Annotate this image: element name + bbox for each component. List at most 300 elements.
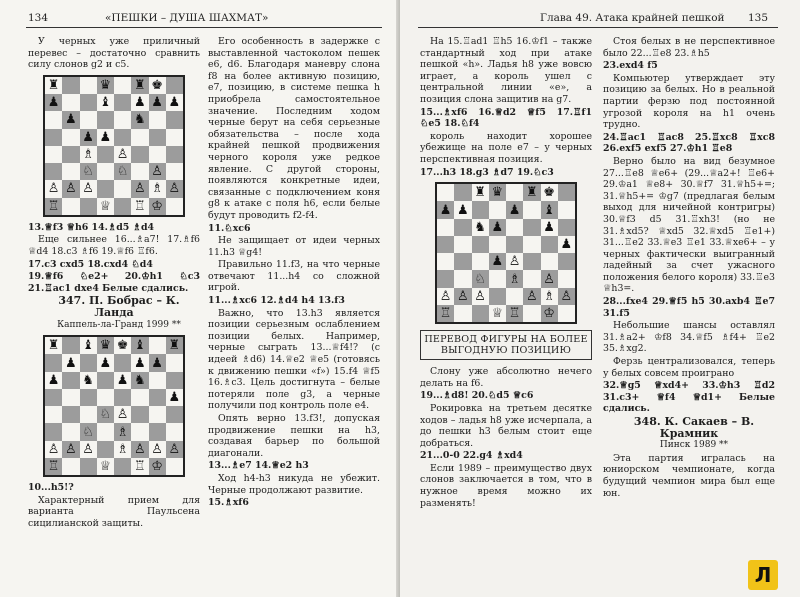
col1-moves [28, 222, 200, 295]
col3-after [420, 366, 592, 509]
chess-piece: ♟ [491, 219, 504, 235]
board-square [149, 354, 166, 371]
chess-piece: ♖ [47, 459, 60, 474]
chess-piece: ♟ [151, 355, 163, 371]
chess-piece: ♙ [65, 181, 77, 197]
board-square [62, 354, 79, 371]
board-square [149, 94, 166, 111]
board-square [97, 406, 114, 423]
game-source: Каппель-ла-Гранд 1999 ** [57, 319, 181, 330]
board-square [506, 184, 523, 201]
board-square [149, 423, 166, 440]
board-square [558, 219, 575, 236]
board-square [437, 236, 454, 253]
board-square [114, 372, 131, 389]
board-square [541, 184, 558, 201]
chess-piece: ♚ [116, 338, 129, 354]
board-square [97, 77, 114, 94]
chess-piece: ♕ [491, 306, 504, 321]
chess-piece: ♟ [134, 355, 146, 371]
board-square [558, 184, 575, 201]
board-square [472, 184, 489, 201]
chess-piece: ♙ [168, 181, 181, 197]
board-square [97, 129, 114, 146]
board-square [489, 253, 506, 270]
board-square [541, 219, 558, 236]
chess-piece: ♜ [134, 77, 146, 93]
commentary-paragraph: Эта партия игралась на юниорском чемпионате, когда будущий чемпион мира был еще юн. [603, 452, 775, 499]
board-square [523, 184, 540, 201]
move-line: 15.♗xf6 [208, 497, 249, 509]
chess-piece: ♘ [82, 424, 94, 440]
board-square [131, 111, 148, 128]
chess-piece: ♗ [543, 288, 555, 304]
board-square [437, 270, 454, 287]
board-square [437, 219, 454, 236]
board-square [149, 111, 166, 128]
column-1 [28, 36, 200, 531]
chess-piece: ♙ [47, 441, 60, 457]
board-square [45, 180, 62, 197]
game-source: Пинск 1989 ** [659, 440, 729, 451]
board-square [62, 458, 79, 475]
page-number: 135 [748, 12, 769, 24]
move-line: 23.exd4 f5 [603, 60, 658, 72]
running-head: «ПЕШКИ – ДУША ШАХМАТ» [105, 12, 269, 24]
board-square [45, 406, 62, 423]
board-square [489, 201, 506, 218]
chess-piece: ♖ [134, 198, 146, 214]
board-square [114, 129, 131, 146]
board-square [80, 406, 97, 423]
col1-after [28, 482, 200, 529]
board-square [454, 184, 471, 201]
chess-piece: ♗ [116, 441, 129, 457]
commentary-paragraph: Компьютер утверждает эту позицию за белых. Но в реальной партии ферзю под постоянной угрозой короля на h1 очень трудно. [603, 72, 775, 131]
board-square [149, 146, 166, 163]
chess-piece: ♚ [151, 77, 163, 93]
board-square [114, 354, 131, 371]
board-square [80, 198, 97, 215]
board-square [166, 441, 183, 458]
board-square [114, 111, 131, 128]
board-square [62, 423, 79, 440]
board-square [131, 163, 148, 180]
chess-piece: ♜ [526, 185, 538, 201]
board-square [131, 146, 148, 163]
chess-piece: ♖ [439, 306, 452, 321]
chess-piece: ♟ [99, 129, 112, 145]
board-square [80, 129, 97, 146]
board-square [80, 77, 97, 94]
board-square [45, 163, 62, 180]
commentary-paragraph: Опять верно 13.f3!, допуская продвижение пешки на h3, создавая барьер по большой диагонали. [208, 413, 380, 459]
board-square [80, 94, 97, 111]
chess-diagram [43, 75, 185, 217]
board-square [166, 423, 183, 440]
board-square [166, 198, 183, 215]
board-square [45, 77, 62, 94]
move-line: 11.♘xc6 [208, 222, 251, 234]
commentary-paragraph: Стоя белых в не перспективное было 22...♖e8 23.♗h5 [603, 36, 775, 59]
board-square [506, 288, 523, 305]
chess-piece: ♙ [474, 288, 486, 304]
commentary-paragraph: Рокировка на третьем десятке ходов – ладья h8 уже исчерпала, а до пешки h3 белым стоит еще добраться. [420, 402, 592, 449]
board-square [437, 305, 454, 322]
chess-piece: ♛ [491, 185, 504, 201]
header-rule [418, 27, 778, 28]
section-box: ПЕРЕВОД ФИГУРЫ НА БОЛЕЕ ВЫГОДНУЮ ПОЗИЦИЮ [420, 330, 592, 360]
board-square [131, 337, 148, 354]
board-square [506, 236, 523, 253]
commentary-paragraph: Характерный прием для варианта Паульсена сицилианской защиты. [28, 494, 200, 529]
chess-piece: ♙ [116, 146, 129, 162]
chess-piece: ♚ [543, 185, 555, 201]
chess-piece: ♙ [134, 441, 146, 457]
board-square [472, 305, 489, 322]
board-square [45, 354, 62, 371]
col3-text [420, 36, 592, 178]
commentary-paragraph: Его особенность в задержке с выставленной частоколом пешек e6, d6. Благодаря маневру слона f8 на более активную позицию, e7, позицию, в системе пешка h приобрела самостоятельное значение. Последним ходом черные берут на себя серьезные обязательства – после хода крайней пешкой продвижения черного короля уже редкое явление. С другой стороны, появляются конкретные идеи, связанные с подключением коня g8 к атаке с поля h6, если белые будут проводить f2-f4. [208, 36, 380, 221]
page-number: 134 [28, 12, 49, 24]
chess-piece: ♙ [47, 181, 60, 197]
board-square [114, 423, 131, 440]
col4-after [603, 453, 775, 499]
board-square [489, 219, 506, 236]
board-square [558, 236, 575, 253]
board-square [45, 146, 62, 163]
chess-piece: ♖ [508, 306, 521, 321]
board-square [472, 253, 489, 270]
board-square [149, 372, 166, 389]
board-square [114, 94, 131, 111]
board-square [541, 288, 558, 305]
board-square [45, 423, 62, 440]
board-square [454, 201, 471, 218]
board-square [489, 305, 506, 322]
chess-piece: ♕ [99, 459, 112, 474]
board-square [523, 305, 540, 322]
chess-piece: ♟ [134, 95, 146, 111]
move-line: 15...♗xf6 16.♕d2 ♕f5 17.♖f1 ♘e5 18.♘f4 [420, 106, 592, 130]
board-square [437, 184, 454, 201]
board-square [149, 77, 166, 94]
board-square [114, 77, 131, 94]
board-square [506, 270, 523, 287]
board-square [80, 337, 97, 354]
board-square [114, 406, 131, 423]
board-square [45, 458, 62, 475]
board-square [80, 458, 97, 475]
chess-piece: ♔ [151, 198, 163, 214]
board-square [80, 354, 97, 371]
board-square [97, 441, 114, 458]
publisher-logo: Л [748, 560, 778, 590]
header-rule [26, 27, 382, 28]
board-square [523, 236, 540, 253]
board-square [114, 389, 131, 406]
board-square [506, 305, 523, 322]
board-square [97, 337, 114, 354]
board-square [472, 219, 489, 236]
board-square [454, 219, 471, 236]
board-square [166, 77, 183, 94]
board-square [166, 458, 183, 475]
board-square [131, 94, 148, 111]
chess-piece: ♜ [168, 338, 181, 354]
chess-diagram [435, 182, 577, 324]
board-square [166, 354, 183, 371]
board-square [45, 129, 62, 146]
board-square [506, 201, 523, 218]
board-square [97, 198, 114, 215]
board-square [149, 389, 166, 406]
board-square [454, 305, 471, 322]
board-square [62, 372, 79, 389]
chess-piece: ♟ [65, 112, 77, 128]
board-square [472, 201, 489, 218]
board-square [62, 146, 79, 163]
board-square [131, 423, 148, 440]
move-line: 24.♖ac1 ♖ac8 25.♖xc8 ♖xc8 26.exf5 exf5 27.♔h1 ♖e8 [603, 131, 775, 155]
board-square [131, 198, 148, 215]
board-square [80, 441, 97, 458]
board-square [45, 337, 62, 354]
running-head: Глава 49. Атака крайней пешкой [540, 12, 725, 24]
board-square [62, 180, 79, 197]
board-square [62, 129, 79, 146]
move-line: 17.c3 cxd5 18.cxd4 ♘d4 [28, 258, 153, 270]
chess-piece: ♖ [134, 459, 146, 474]
move-line: 19.♕f6 ♘e2+ 20.♔h1 ♘c3 21.♖ac1 dxe4 Белые сдались. [28, 271, 200, 294]
commentary-paragraph: Правильно 11.f3, на что черные отвечают 11...h4 со сложной игрой. [208, 259, 380, 294]
board-square [506, 253, 523, 270]
board-square [166, 337, 183, 354]
chess-piece: ♘ [474, 271, 486, 287]
board-square [149, 180, 166, 197]
commentary-paragraph: Важно, что 13.h3 является позиции серьезным ослаблением позиции белых. Например, черные сыграть 13...♕f4!? (с идеей ♗d6) 14.♕e2 ♕e5 (готовясь к движению пешки «f») 15.f4 ♕f5 16.♗c3. Цель достигнута – белые потеряли поле g3, а черные получили под контроль поле e4. [208, 307, 380, 412]
board-square [472, 288, 489, 305]
chess-piece: ♟ [151, 95, 163, 111]
commentary-paragraph: Верно было на вид безумное 27...♖e8 ♕e6+ (29...♕a2+! ♖e6+ 29.♔a1 ♕e8+ 30.♕f7 31.♕h5+=; 31.♕h5+= ♔g7 (предлагая белым выход для ничейной контригры) 30.♕f3 d5 31.♖xh3! (но не 31.♗xd5? ♕xd5 32.♕xd5 ♖e1+) 31...♖e2 33.♕e3 ♖e1 33.♕xe6+ – у черных фактически выигранный ладейный за счет ужасного положения белого короля) 33.♖e3 ♕h3=. [603, 155, 775, 295]
board-square [454, 270, 471, 287]
chess-piece: ♘ [99, 407, 112, 423]
chess-piece: ♗ [82, 146, 94, 162]
chess-piece: ♙ [151, 164, 163, 180]
board-square [131, 129, 148, 146]
board-square [80, 372, 97, 389]
commentary-paragraph: Не защищает от идеи черных 11.h3 ♕g4! [208, 235, 380, 258]
move-line: 11...♗xc6 12.♗d4 h4 13.f3 [208, 295, 345, 307]
board-square [131, 180, 148, 197]
column-3 [420, 36, 592, 510]
board-square [489, 270, 506, 287]
chess-piece: ♙ [82, 441, 94, 457]
board-square [80, 389, 97, 406]
board-square [166, 111, 183, 128]
move-line: 17...h3 18.g3 ♗d7 19.♘c3 [420, 166, 554, 178]
board-square [523, 201, 540, 218]
commentary-paragraph: Еще сильнее 16...♗a7! 17.♗f6 ♕d4 18.c3 ♗f6 19.♕f6 ♖f6. [28, 234, 200, 257]
move-line: 19...♗d8! 20.♘d5 ♕c6 [420, 390, 534, 402]
chess-piece: ♝ [99, 95, 112, 111]
commentary-paragraph: Ферзь централизовался, теперь у белых совсем проиграно [603, 356, 775, 379]
board-square [437, 201, 454, 218]
board-square [97, 372, 114, 389]
board-square [97, 180, 114, 197]
board-square [97, 458, 114, 475]
board-square [80, 180, 97, 197]
board-square [166, 146, 183, 163]
board-square [558, 270, 575, 287]
board-square [523, 288, 540, 305]
board-square [114, 337, 131, 354]
board-square [114, 441, 131, 458]
game-title: 347. П. Бобрас – К. Ланда [58, 294, 180, 319]
board-square [62, 337, 79, 354]
board-square [62, 389, 79, 406]
board-square [80, 146, 97, 163]
board-square [131, 354, 148, 371]
board-square [62, 441, 79, 458]
chess-piece: ♙ [168, 441, 181, 457]
board-square [62, 111, 79, 128]
board-square [523, 253, 540, 270]
chess-piece: ♙ [151, 441, 163, 457]
chess-piece: ♟ [47, 95, 60, 111]
chess-piece: ♙ [134, 181, 146, 197]
board-square [166, 180, 183, 197]
board-square [541, 201, 558, 218]
chess-piece: ♟ [82, 129, 94, 145]
chess-piece: ♗ [508, 271, 521, 287]
chess-piece: ♝ [134, 338, 146, 354]
board-square [149, 129, 166, 146]
board-square [541, 253, 558, 270]
board-square [454, 288, 471, 305]
board-square [166, 406, 183, 423]
board-square [80, 111, 97, 128]
board-square [149, 337, 166, 354]
board-square [558, 305, 575, 322]
chess-piece: ♟ [560, 237, 573, 252]
chess-piece: ♟ [439, 202, 452, 218]
board-square [97, 94, 114, 111]
chess-piece: ♙ [457, 288, 469, 304]
board-square [45, 389, 62, 406]
chess-piece: ♞ [474, 219, 486, 235]
column-4 [603, 36, 775, 500]
board-square [97, 111, 114, 128]
chess-piece: ♟ [168, 95, 181, 111]
left-page [0, 0, 398, 597]
board-square [166, 94, 183, 111]
board-square [131, 441, 148, 458]
chess-piece: ♜ [474, 185, 486, 201]
board-square [149, 406, 166, 423]
board-square [489, 184, 506, 201]
board-square [80, 163, 97, 180]
board-square [166, 372, 183, 389]
board-square [489, 236, 506, 253]
chess-piece: ♙ [543, 271, 555, 287]
board-square [437, 253, 454, 270]
board-square [45, 198, 62, 215]
board-square [541, 305, 558, 322]
board-square [97, 146, 114, 163]
chess-piece: ♞ [134, 112, 146, 128]
board-square [45, 94, 62, 111]
board-square [131, 458, 148, 475]
commentary-paragraph: На 15.♖ad1 ♖h5 16.♔f1 – также стандартный ход при атаке пешкой «h». Ладья h8 уже вовсю играет, а король ушел с центральной линии «e», а позиция слона защитив на g7. [420, 36, 592, 105]
board-square [97, 389, 114, 406]
chess-piece: ♙ [116, 407, 129, 423]
board-square [114, 458, 131, 475]
board-square [62, 163, 79, 180]
board-square [489, 288, 506, 305]
right-page [400, 0, 800, 597]
board-square [472, 236, 489, 253]
commentary-paragraph: Слону уже абсолютно нечего делать на f6. [420, 366, 592, 389]
chess-piece: ♛ [99, 338, 112, 354]
board-square [45, 111, 62, 128]
commentary-paragraph: король находит хорошее убежище на поле e7 – у черных перспективная позиция. [420, 130, 592, 165]
chess-piece: ♞ [134, 372, 146, 388]
col1-intro [28, 36, 200, 71]
column-2 [208, 36, 380, 510]
chess-piece: ♙ [65, 441, 77, 457]
chess-piece: ♟ [491, 254, 504, 270]
chess-piece: ♞ [82, 372, 94, 388]
board-square [131, 406, 148, 423]
board-square [437, 288, 454, 305]
chess-piece: ♔ [543, 306, 555, 321]
chess-piece: ♟ [543, 219, 555, 235]
board-square [558, 253, 575, 270]
board-square [45, 441, 62, 458]
chess-piece: ♗ [151, 181, 163, 197]
chess-piece: ♟ [457, 202, 469, 218]
move-line: 28...fxe4 29.♕f5 h5 30.axb4 ♖e7 31.f5 [603, 296, 775, 319]
board-square [472, 270, 489, 287]
move-line: 13...♗e7 14.♕e2 h3 [208, 460, 309, 472]
board-square [131, 77, 148, 94]
chess-piece: ♙ [526, 288, 538, 304]
chess-piece: ♘ [116, 164, 129, 180]
chess-piece: ♟ [168, 390, 181, 405]
game-title: 348. К. Сакаев – В. Крамник [633, 415, 755, 440]
chess-piece: ♝ [82, 338, 94, 354]
chess-piece: ♟ [47, 372, 60, 388]
chess-piece: ♙ [560, 288, 573, 304]
chess-piece: ♜ [47, 77, 60, 93]
board-square [62, 406, 79, 423]
board-square [114, 180, 131, 197]
chess-piece: ♘ [82, 164, 94, 180]
board-square [558, 288, 575, 305]
board-square [97, 423, 114, 440]
commentary-paragraph: Ход h4-h3 никуда не убежит. Черные продолжают развитие. [208, 472, 380, 496]
board-square [166, 389, 183, 406]
board-square [506, 219, 523, 236]
move-line: 21...0-0 22.g4 ♗xd4 [420, 450, 523, 462]
commentary-paragraph: Небольшие шансы оставлял 31.♗a2+ ♔f8 34.♕f5 ♗f4+ ♖e2 35.♗xg2. [603, 320, 775, 355]
board-square [45, 372, 62, 389]
board-square [166, 163, 183, 180]
board-square [131, 389, 148, 406]
board-square [541, 236, 558, 253]
chess-piece: ♛ [99, 77, 112, 93]
